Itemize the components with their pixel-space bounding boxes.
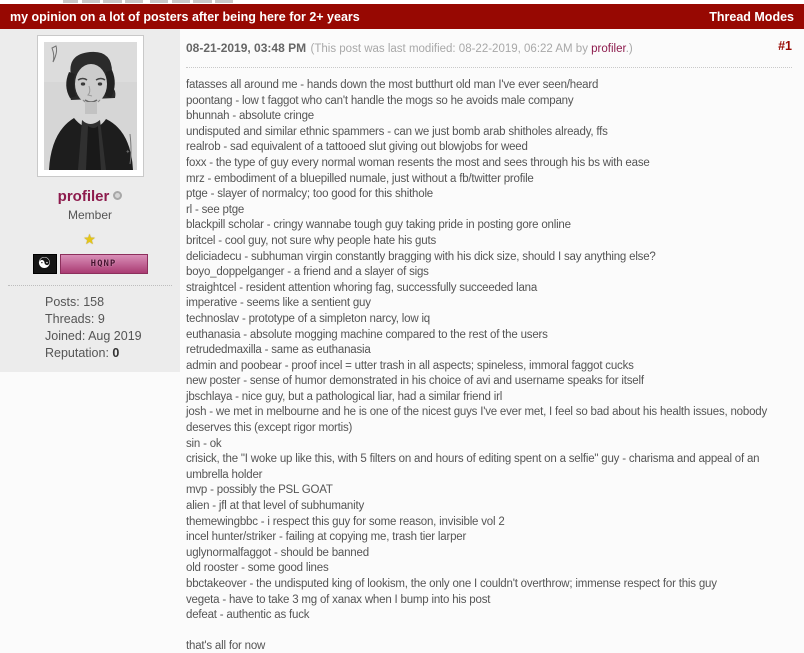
post-line: euthanasia - absolute mogging machine compared to the rest of the users bbox=[186, 328, 548, 341]
stat-label: Posts: bbox=[45, 295, 84, 309]
toolbar-button-fragment bbox=[63, 0, 78, 3]
author-column bbox=[0, 29, 180, 653]
username-row bbox=[0, 188, 180, 206]
post-modified-note bbox=[311, 43, 633, 55]
post-line: josh - we met in melbourne and he is one of the nicest guys I've ever met, I feel so bad about his health issues, nobody deserves this (except rigor mortis) bbox=[186, 406, 768, 435]
post-line: undisputed and similar ethnic spammers - can we just bomb arab shitholes already, ffs bbox=[186, 125, 608, 138]
toolbar-button-fragment bbox=[215, 0, 233, 3]
post-line: new poster - sense of humor demonstrated in his choice of avi and username speaks for itself bbox=[186, 375, 644, 388]
post-line: poontang - low t faggot who can't handle the mogs so he avoids male company bbox=[186, 94, 574, 107]
post-line: straightcel - resident attention whoring fag, successfully succeeded lana bbox=[186, 281, 538, 294]
toolbar-button-fragment bbox=[172, 0, 190, 3]
post-body bbox=[186, 78, 792, 653]
modified-note-suffix: .) bbox=[625, 43, 633, 55]
stat-value: Aug 2019 bbox=[88, 329, 142, 343]
stat-label: Threads: bbox=[45, 312, 98, 326]
post-line: alien - jfl at that level of subhumanity bbox=[186, 500, 365, 513]
yinyang-icon: ☯ bbox=[33, 254, 57, 274]
post-line: crisick, the "I woke up like this, with 5 filters on and hours of editing spent on a selfie" guy - charisma and appeal of an umbrella holder bbox=[186, 453, 760, 481]
post-line: themewingbbc - i respect this guy for some reason, invisible vol 2 bbox=[186, 515, 505, 528]
post-line: admin and poobear - proof incel = utter trash in all aspects; spineless, immoral faggot cucks bbox=[186, 359, 634, 372]
post-line: foxx - the type of guy every normal woman resents the most and sees through his bs with ease bbox=[186, 156, 650, 169]
avatar-portrait-image bbox=[44, 42, 137, 170]
post-line: technoslav - prototype of a simpleton narcy, low iq bbox=[186, 312, 430, 325]
post-line: deliciadecu - subhuman virgin constantly bragging with his dick size, should I say anything else? bbox=[186, 250, 656, 263]
stat-value: 0 bbox=[112, 346, 120, 360]
post-header bbox=[186, 37, 792, 68]
user-title: Member bbox=[67, 208, 112, 222]
username-link[interactable]: profiler bbox=[57, 188, 110, 205]
post-line: mvp - possibly the PSL GOAT bbox=[186, 484, 333, 497]
post-line: old rooster - some good lines bbox=[186, 562, 329, 575]
post-date: 08-21-2019, 03:48 PM bbox=[186, 41, 307, 55]
user-group-badge bbox=[0, 254, 180, 274]
post-line: britcel - cool guy, not sure why people hate his guts bbox=[186, 234, 436, 247]
svg-text:✦: ✦ bbox=[124, 148, 132, 154]
post-column bbox=[180, 29, 804, 653]
stat-value: 9 bbox=[97, 312, 105, 326]
post-line: uglynormalfaggot - should be banned bbox=[186, 546, 369, 559]
post-line: defeat - authentic as fuck bbox=[186, 609, 310, 622]
user-stats-list bbox=[0, 294, 180, 362]
post-line: bbctakeover - the undisputed king of lookism, the only one I couldn't overthrow; immense respect for this guy bbox=[186, 578, 717, 590]
post-line: blackpill scholar - cringy wannabe tough guy taking pride in posting gore online bbox=[186, 219, 571, 232]
modified-by-link[interactable]: profiler bbox=[591, 43, 626, 55]
stat-label: Reputation: bbox=[45, 346, 113, 360]
post-line: mrz - embodiment of a bluepilled numale, just without a fb/twitter profile bbox=[186, 172, 534, 185]
stat-value: 158 bbox=[83, 295, 105, 309]
thread-modes-link[interactable]: Thread Modes bbox=[709, 9, 794, 24]
post-line: retrudedmaxilla - same as euthanasia bbox=[186, 344, 371, 357]
toolbar-button-fragment bbox=[103, 0, 122, 3]
sidebar-divider bbox=[8, 285, 172, 286]
stat-label: Joined: bbox=[45, 329, 89, 343]
modified-note-prefix: (This post was last modified: 08-22-2019, 06:22 AM by bbox=[310, 43, 592, 55]
user-stat-row bbox=[45, 328, 180, 345]
user-avatar[interactable] bbox=[37, 35, 144, 177]
user-stat-row bbox=[45, 345, 180, 362]
toolbar-button-fragment bbox=[125, 0, 143, 3]
post-line: realrob - sad equivalent of a tattooed slut giving out blowjobs for weed bbox=[186, 141, 528, 154]
toolbar-button-fragment bbox=[82, 0, 100, 3]
post-number-link[interactable]: #1 bbox=[778, 39, 792, 53]
toolbar-button-fragment bbox=[150, 0, 168, 3]
post-line: incel hunter/striker - failing at copying me, trash tier larper bbox=[186, 531, 467, 544]
toolbar-button-fragment bbox=[193, 0, 212, 3]
thread-title: my opinion on a lot of posters after being here for 2+ years bbox=[10, 9, 360, 24]
badge-label: HQNP bbox=[60, 254, 148, 274]
post-line: vegeta - have to take 3 mg of xanax when I bump into his post bbox=[186, 593, 491, 606]
thread-title-bar bbox=[0, 4, 804, 29]
post-line: fatasses all around me - hands down the most butthurt old man I've ever seen/heard bbox=[186, 79, 599, 91]
author-info-panel bbox=[0, 29, 180, 372]
user-stat-row bbox=[45, 311, 180, 328]
post-line: jbschlaya - nice guy, but a pathological liar, had a similar friend irl bbox=[186, 390, 503, 403]
post-line: rl - see ptge bbox=[186, 203, 245, 216]
post-line: imperative - seems like a sentient guy bbox=[186, 297, 371, 310]
post-line: that's all for now bbox=[186, 640, 266, 653]
post-line: ptge - slayer of normalcy; too good for this shithole bbox=[186, 188, 434, 201]
post-line: bhunnah - absolute cringe bbox=[186, 110, 314, 123]
offline-status-icon bbox=[113, 191, 122, 200]
post-date-row bbox=[186, 39, 633, 57]
star-rating-icon: ★ bbox=[83, 231, 97, 247]
user-stat-row bbox=[45, 294, 180, 311]
post-line: sin - ok bbox=[186, 437, 222, 450]
post-line: boyo_doppelganger - a friend and a slayer of sigs bbox=[186, 266, 429, 279]
post-line bbox=[186, 624, 792, 640]
